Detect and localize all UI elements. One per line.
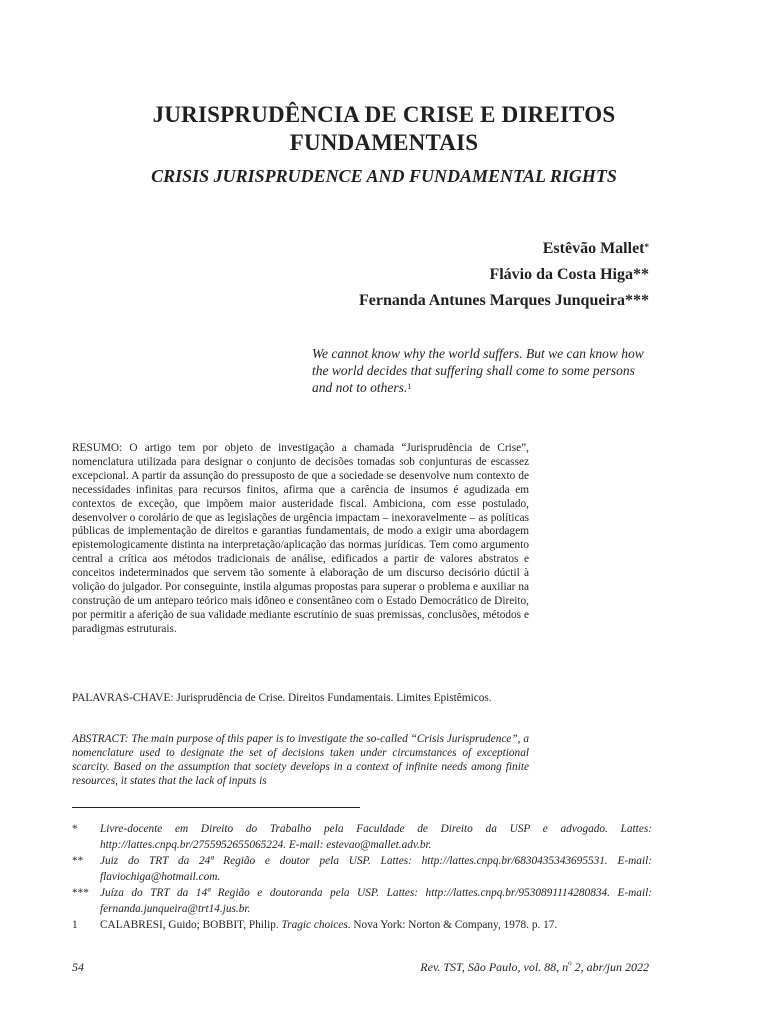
footnote-4 [72, 917, 652, 933]
author-2: Flávio da Costa Higa** [489, 266, 649, 283]
epigraph-note-ref: 1 [407, 381, 412, 391]
footnote-mark: *** [72, 887, 89, 899]
article-subtitle: CRISIS JURISPRUDENCE AND FUNDAMENTAL RIGHTS [151, 166, 617, 186]
resumo-section [72, 442, 529, 637]
author-list [359, 236, 649, 314]
epigraph [312, 345, 652, 396]
footnote-text: CALABRESI, Guido; BOBBIT, Philip. Tragic choices. Nova York: Norton & Company, 1978. p. 17. [100, 919, 558, 931]
resumo-paragraph: RESUMO: O artigo tem por objeto de investigação a chamada “Jurisprudência de Crise”, nomenclatura utilizada para designar o conjunto de decisões tomadas sob conjunturas de escassez excepcional. A partir da assunção do pressuposto de que a sociedade se desenvolve num contexto de necessidades infinitas para recursos finitos, afirma que a carência de insumos é agudizada em contextos de exceção, que impõem maior austeridade fiscal. Ambiciona, com esse postulado, desenvolver o corolário de que as legislações de urgência impactam – inexoravelmente – as políticas públicas de implementação de direitos e garantias fundamentais, de modo a exigir uma abordagem epistemologicamente distinta na interpretação/aplicação das normas jurídicas. Tem como argumento central a crítica aos métodos tradicionais de análise, edificados a partir de valores abstratos e conceitos indeterminados que servem tão somente à elaboração de um discurso decisório dúctil à volição do julgador. Por conseguinte, instila algumas propostas para superar o problema e auxiliar na construção de um anteparo teórico mais idôneo e consentâneo com o Estado Democrático de Direito, por permitir a aferição de sua validade mediante escrutínio de suas premissas, conclusões, métodos e paradigmas estruturais. [72, 442, 529, 635]
keywords-section [72, 692, 529, 706]
author-3: Fernanda Antunes Marques Junqueira*** [359, 292, 649, 309]
page-number: 54 [72, 960, 84, 974]
footnote-text: Juiz do TRT da 24ª Região e doutor pela USP. Lattes: http://lattes.cnpq.br/6830435343695531. E-mail: flaviochiga@hotmail.com. [100, 855, 652, 883]
footnote-2 [72, 853, 652, 885]
footnote-mark: 1 [72, 919, 78, 931]
keywords-paragraph: PALAVRAS-CHAVE: Jurisprudência de Crise. Direitos Fundamentais. Limites Epistêmicos. [72, 692, 492, 704]
footnote-mark: ** [72, 855, 84, 867]
abstract-paragraph: ABSTRACT: The main purpose of this paper is to investigate the so-called “Crisis Jurisprudence”, a nomenclature used to designate the set of decisions taken under circumstances of exceptional scarcity. Based on the assumption that society develops in a context of infinite needs among finite resources, it states that the lack of inputs is [72, 733, 529, 787]
footnote-text: Livre-docente em Direito do Trabalho pela Faculdade de Direito da USP e advogado. Lattes: http://lattes.cnpq.br/2755952655065224. E-mail: estevao@mallet.adv.br. [100, 823, 652, 851]
footnote-3 [72, 885, 652, 917]
author-1: Estêvão Mallet* [542, 240, 649, 257]
footnote-1 [72, 821, 652, 853]
epigraph-text: We cannot know why the world suffers. But we can know how the world decides that suffering shall come to some persons and not to others. [312, 346, 644, 395]
abstract-section [72, 733, 529, 789]
article-title: JURISPRUDÊNCIA DE CRISE E DIREITOS FUNDAMENTAIS [152, 102, 616, 155]
footnote-text: Juíza do TRT da 14ª Região e doutoranda pela USP. Lattes: http://lattes.cnpq.br/9530891114280834. E-mail: fernanda.junqueira@trt14.jus.br. [100, 887, 652, 915]
footnote-divider [72, 807, 360, 808]
footnote-mark: * [72, 823, 78, 835]
journal-citation: Rev. TST, São Paulo, vol. 88, $n^o$ 2, abr/jun 2022 [420, 959, 649, 974]
